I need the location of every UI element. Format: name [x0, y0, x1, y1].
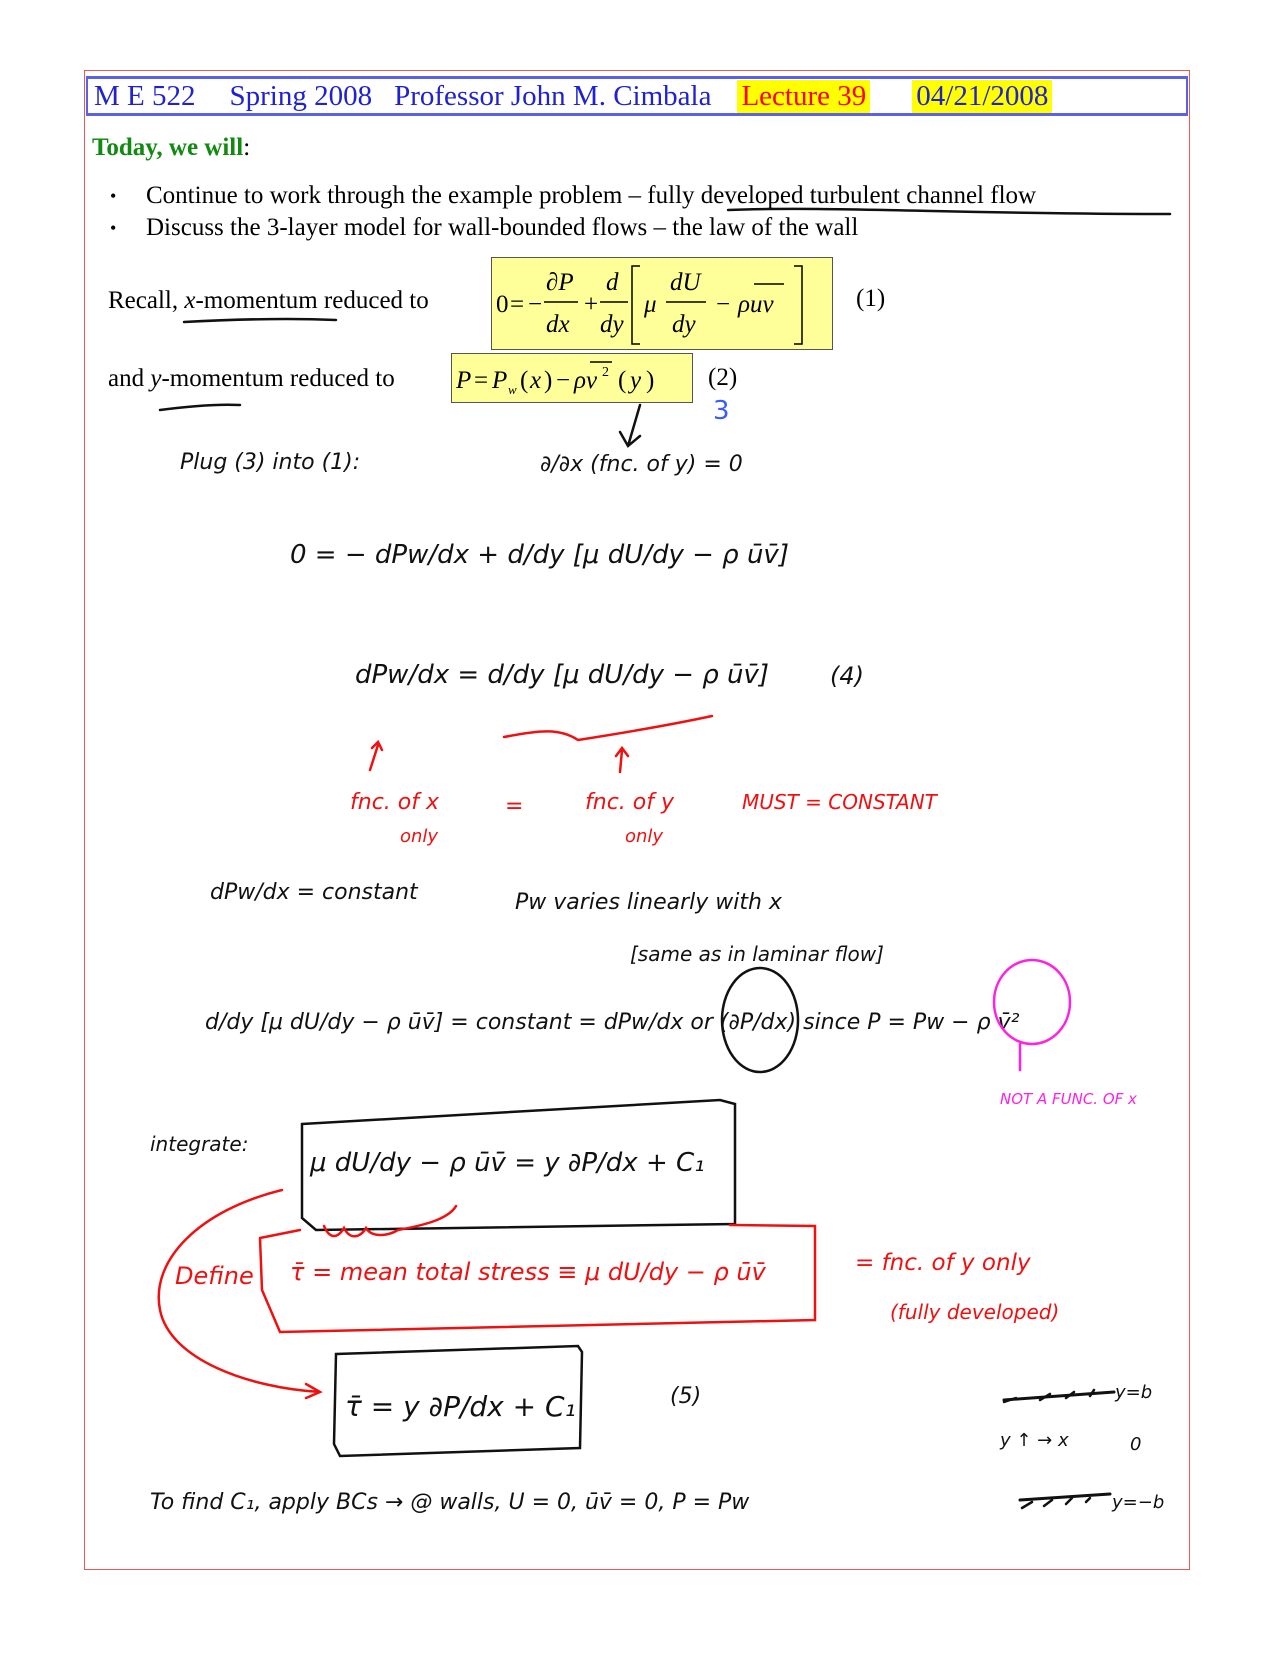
highlight-circle [722, 968, 798, 1072]
svg-text:−: − [556, 367, 571, 394]
note-dx-fnc: ∂/∂x (fnc. of y) = 0 [540, 452, 743, 477]
note-fully-developed: (fully developed) [890, 1300, 1060, 1324]
svg-text:+: + [584, 291, 599, 318]
arrow-up-icon [370, 742, 382, 770]
agenda-item-emphasis: fully developed turbulent channel flow [647, 182, 1037, 209]
highlight-circle [994, 960, 1070, 1044]
svg-text:ρuv: ρuv [738, 291, 774, 318]
equation-number-correction: 3 [713, 396, 730, 426]
label-wall-bottom: y=−b [1112, 1492, 1165, 1513]
svg-text:ρv: ρv [574, 367, 598, 394]
equation-number-5: (5) [670, 1384, 702, 1409]
agenda-title-text: Today, we will [92, 134, 244, 161]
underline-stroke [184, 319, 336, 322]
equation-5: τ̄ = y ∂P/dx + C₁ [345, 1390, 576, 1423]
wall-bottom-line [1020, 1494, 1110, 1500]
note-dpw-constant: dPw/dx = constant [210, 880, 418, 905]
svg-text:d: d [606, 269, 619, 296]
box-stroke [334, 1346, 582, 1456]
svg-text:x: x [530, 367, 542, 394]
agenda-item-text: Continue to work through the example problem – [146, 182, 648, 209]
text: -momentum reduced to [161, 365, 395, 392]
var-x: x [184, 287, 196, 314]
equation-integrated: μ dU/dy − ρ ūv̄ = y ∂P/dx + C₁ [310, 1148, 705, 1178]
text: -momentum reduced to [195, 287, 429, 314]
note-must-constant: MUST = CONSTANT [742, 790, 937, 814]
brace-stroke [504, 716, 712, 740]
equation-constant: d/dy [μ dU/dy − ρ ūv̄] = constant = dPw/dx or (∂P/dx) since P = Pw − ρ v̄² [205, 1010, 1020, 1035]
svg-text:=: = [474, 367, 489, 394]
note-fnc-x-only: only [400, 826, 439, 847]
agenda-item-text: Discuss the 3-layer model for wall-bounded flows – the law of the wall [146, 214, 859, 241]
svg-text:dy: dy [672, 311, 696, 338]
note-fnc-y-only: only [625, 826, 664, 847]
wall-top-line [1004, 1392, 1114, 1400]
course-number: M E 522 [94, 79, 196, 112]
agenda-colon: : [243, 134, 251, 161]
label-axes: y ↑ → x [1000, 1430, 1069, 1451]
text: and [108, 365, 151, 392]
equation-4: dPw/dx = d/dy [μ dU/dy − ρ ūv̄] [355, 660, 770, 690]
lecture-number: Lecture 39 [737, 80, 870, 113]
svg-text:P: P [492, 367, 508, 394]
svg-text:dU: dU [670, 269, 701, 296]
note-equals: = [505, 794, 524, 819]
equation-substituted: 0 = − dPw/dx + d/dy [μ dU/dy − ρ ūv̄] [290, 540, 789, 570]
note-pw-linear: Pw varies linearly with x [515, 890, 782, 915]
note-not-func-x: NOT A FUNC. OF x [1000, 1090, 1137, 1108]
professor: Professor John M. Cimbala [394, 79, 712, 112]
svg-text:μ: μ [644, 291, 657, 318]
note-fnc-y-only-full: = fnc. of y only [855, 1250, 1031, 1276]
svg-text:−: − [716, 291, 731, 318]
label-wall-top: y=b [1115, 1382, 1153, 1403]
svg-text:(: ( [618, 367, 627, 394]
note-fnc-y: fnc. of y [585, 790, 674, 815]
svg-text:∂P: ∂P [546, 269, 574, 296]
svg-text:P: P [456, 367, 472, 394]
box-stroke [260, 1225, 815, 1332]
svg-text:(: ( [520, 367, 529, 394]
equation-number-4: (4) [830, 662, 864, 690]
var-y: y [150, 365, 162, 392]
svg-text:y: y [630, 367, 642, 394]
curved-arrow-icon [159, 1190, 320, 1398]
definition-tau: τ̄ = mean total stress ≡ μ dU/dy − ρ ūv̄ [290, 1258, 766, 1286]
svg-text:0: 0 [496, 291, 509, 318]
svg-text:dy: dy [600, 311, 624, 338]
equation-number-2: (2) [708, 364, 738, 391]
svg-text:w: w [508, 382, 517, 397]
svg-text:−: − [528, 291, 543, 318]
note-fnc-x: fnc. of x [350, 790, 439, 815]
arrow-up-icon [616, 748, 628, 772]
equation-number-1: (1) [856, 285, 886, 312]
lecture-date: 04/21/2008 [912, 80, 1052, 113]
svg-text:): ) [646, 367, 655, 394]
note-same-laminar: [same as in laminar flow] [630, 942, 884, 966]
term: Spring 2008 [229, 79, 373, 112]
arrow-icon [620, 405, 640, 446]
note-define: Define [175, 1262, 254, 1290]
label-centerline: 0 [1130, 1434, 1142, 1455]
svg-text:dx: dx [546, 311, 570, 338]
svg-text:): ) [544, 367, 553, 394]
underline-stroke [728, 209, 1170, 214]
note-plug: Plug (3) into (1): [180, 450, 361, 475]
svg-text:2: 2 [602, 365, 609, 380]
underline-stroke [160, 405, 240, 410]
svg-text:=: = [510, 291, 525, 318]
note-integrate: integrate: [150, 1132, 249, 1156]
box-stroke [302, 1100, 735, 1230]
text: Recall, [108, 287, 185, 314]
note-boundary-conditions: To find C₁, apply BCs → @ walls, U = 0, ūv̄ = 0, P = Pw [150, 1490, 750, 1515]
